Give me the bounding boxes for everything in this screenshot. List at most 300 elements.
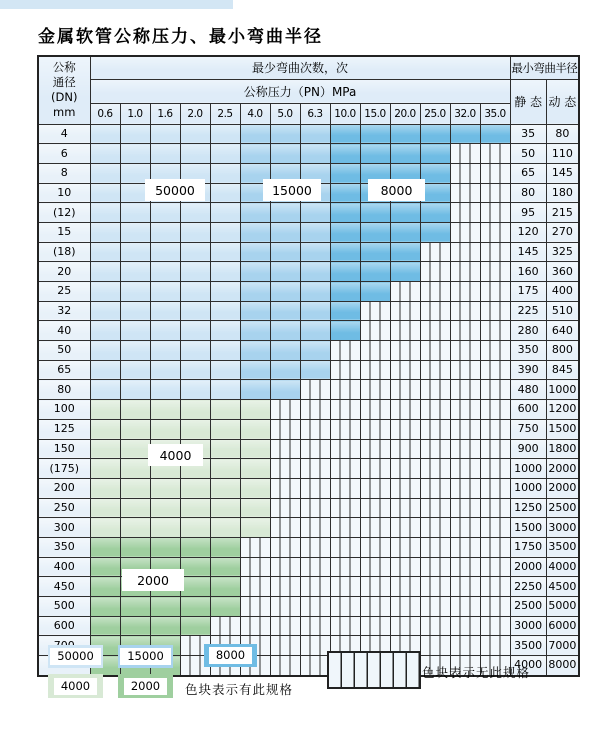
spec-cell <box>210 282 240 302</box>
no-spec-cell <box>450 380 480 400</box>
spec-cell <box>90 597 120 617</box>
static-radius-cell: 95 <box>510 203 546 223</box>
spec-cell <box>240 419 270 439</box>
legend-swatch-label: 4000 <box>54 678 97 695</box>
spec-cell <box>90 183 120 203</box>
dn-cell: 50 <box>38 341 90 361</box>
dn-header-line2: 通径 <box>52 75 76 90</box>
no-spec-cell <box>390 380 420 400</box>
no-spec-cell <box>420 242 450 262</box>
static-radius-cell: 1250 <box>510 498 546 518</box>
spec-cell <box>390 203 420 223</box>
static-radius-cell: 2000 <box>510 557 546 577</box>
spec-cell <box>240 144 270 164</box>
no-spec-cell <box>450 262 480 282</box>
no-spec-cell <box>300 597 330 617</box>
no-spec-cell <box>450 557 480 577</box>
spec-cell <box>90 380 120 400</box>
no-spec-cell <box>360 557 390 577</box>
no-spec-cell <box>420 301 450 321</box>
dn-cell: 20 <box>38 262 90 282</box>
no-spec-cell <box>480 144 510 164</box>
no-spec-cell <box>270 419 300 439</box>
spec-cell <box>210 203 240 223</box>
dn-header-line3: (DN) <box>51 90 78 105</box>
spec-cell <box>210 498 240 518</box>
spec-cell <box>450 124 480 144</box>
static-header: 静 态 <box>510 79 546 124</box>
no-spec-cell <box>480 597 510 617</box>
spec-cell <box>210 301 240 321</box>
region-cycles-label: 50000 <box>145 179 205 201</box>
spec-cell <box>180 537 210 557</box>
region-cycles-label: 2000 <box>122 569 184 591</box>
spec-cell <box>150 321 180 341</box>
static-radius-cell: 160 <box>510 262 546 282</box>
spec-cell <box>90 222 120 242</box>
spec-cell <box>240 439 270 459</box>
no-spec-cell <box>330 518 360 538</box>
spec-cell <box>120 439 150 459</box>
spec-cell <box>270 282 300 302</box>
no-spec-cell <box>420 262 450 282</box>
dynamic-radius-cell: 360 <box>546 262 579 282</box>
no-spec-cell <box>450 321 480 341</box>
spec-cell <box>210 222 240 242</box>
pressure-tick: 2.0 <box>180 103 210 124</box>
no-spec-cell <box>480 262 510 282</box>
spec-cell <box>210 439 240 459</box>
pressure-tick: 1.0 <box>120 103 150 124</box>
no-spec-cell <box>480 301 510 321</box>
pressure-header: 公称压力（PN）MPa <box>90 79 510 103</box>
no-spec-cell <box>480 242 510 262</box>
no-spec-cell <box>330 557 360 577</box>
no-spec-cell <box>480 400 510 420</box>
static-radius-cell: 2500 <box>510 597 546 617</box>
spec-cell <box>240 341 270 361</box>
spec-cell <box>120 478 150 498</box>
no-spec-cell <box>450 577 480 597</box>
no-spec-cell <box>270 459 300 479</box>
spec-cell <box>150 380 180 400</box>
spec-cell <box>300 321 330 341</box>
static-radius-cell: 390 <box>510 360 546 380</box>
pressure-tick: 25.0 <box>420 103 450 124</box>
spec-cell <box>360 222 390 242</box>
dynamic-radius-cell: 400 <box>546 282 579 302</box>
dn-cell: 600 <box>38 616 90 636</box>
dynamic-radius-cell: 1500 <box>546 419 579 439</box>
spec-cell <box>210 242 240 262</box>
spec-cell <box>330 203 360 223</box>
spec-cell <box>270 203 300 223</box>
spec-cell <box>150 360 180 380</box>
spec-cell <box>180 518 210 538</box>
dynamic-radius-cell: 800 <box>546 341 579 361</box>
static-radius-cell: 3000 <box>510 616 546 636</box>
spec-cell <box>150 203 180 223</box>
table-row <box>38 518 579 538</box>
spec-cell <box>360 144 390 164</box>
spec-cell <box>240 124 270 144</box>
no-spec-cell <box>270 478 300 498</box>
spec-cell <box>120 262 150 282</box>
legend-has-spec-text: 色块表示有此规格 <box>185 682 294 697</box>
static-radius-cell: 35 <box>510 124 546 144</box>
spec-cell <box>330 242 360 262</box>
table-row <box>38 577 579 597</box>
spec-cell <box>120 518 150 538</box>
no-spec-cell <box>420 321 450 341</box>
pressure-tick: 5.0 <box>270 103 300 124</box>
no-spec-cell <box>360 616 390 636</box>
no-spec-cell <box>330 498 360 518</box>
no-spec-cell <box>270 498 300 518</box>
spec-cell <box>210 380 240 400</box>
spec-cell <box>300 222 330 242</box>
table-row <box>38 419 579 439</box>
spec-cell <box>180 144 210 164</box>
table-row <box>38 439 579 459</box>
spec-cell <box>150 262 180 282</box>
no-spec-cell <box>450 400 480 420</box>
no-spec-cell <box>240 537 270 557</box>
spec-cell <box>120 301 150 321</box>
no-spec-cell <box>240 597 270 617</box>
no-spec-cell <box>390 597 420 617</box>
static-radius-cell: 1000 <box>510 478 546 498</box>
dynamic-radius-cell: 845 <box>546 360 579 380</box>
no-spec-cell <box>390 341 420 361</box>
spec-cell <box>240 222 270 242</box>
no-spec-cell <box>480 537 510 557</box>
no-spec-cell <box>270 577 300 597</box>
spec-cell <box>180 380 210 400</box>
spec-cell <box>270 262 300 282</box>
pressure-tick: 0.6 <box>90 103 120 124</box>
no-spec-cell <box>330 439 360 459</box>
static-radius-cell: 1500 <box>510 518 546 538</box>
no-spec-cell <box>450 537 480 557</box>
no-spec-cell <box>300 380 330 400</box>
no-spec-cell <box>480 419 510 439</box>
table-row <box>38 242 579 262</box>
legend-no-spec-swatch <box>327 651 421 689</box>
dn-cell: 25 <box>38 282 90 302</box>
spec-cell <box>240 282 270 302</box>
no-spec-cell <box>480 636 510 656</box>
static-radius-cell: 1750 <box>510 537 546 557</box>
static-radius-cell: 145 <box>510 242 546 262</box>
spec-cell <box>270 222 300 242</box>
bend-radius-header: 最小弯曲半径 <box>510 56 579 79</box>
spec-cell <box>210 183 240 203</box>
spec-cell <box>90 262 120 282</box>
no-spec-cell <box>210 616 240 636</box>
spec-cell <box>240 321 270 341</box>
no-spec-cell <box>450 636 480 656</box>
spec-cell <box>90 360 120 380</box>
table-row <box>38 301 579 321</box>
no-spec-cell <box>270 636 300 656</box>
no-spec-cell <box>480 282 510 302</box>
no-spec-cell <box>300 636 330 656</box>
spec-cell <box>180 242 210 262</box>
spec-cell <box>180 301 210 321</box>
no-spec-cell <box>300 439 330 459</box>
no-spec-cell <box>390 478 420 498</box>
spec-cell <box>150 282 180 302</box>
dn-cell: 200 <box>38 478 90 498</box>
spec-cell <box>420 203 450 223</box>
no-spec-cell <box>330 577 360 597</box>
no-spec-cell <box>450 616 480 636</box>
static-radius-cell: 3500 <box>510 636 546 656</box>
spec-cell <box>180 498 210 518</box>
no-spec-cell <box>330 400 360 420</box>
dn-cell: 400 <box>38 557 90 577</box>
no-spec-cell <box>300 419 330 439</box>
static-radius-cell: 280 <box>510 321 546 341</box>
spec-cell <box>240 242 270 262</box>
spec-cell <box>180 557 210 577</box>
spec-cell <box>270 124 300 144</box>
spec-cell <box>300 144 330 164</box>
no-spec-cell <box>330 459 360 479</box>
dynamic-radius-cell: 5000 <box>546 597 579 617</box>
spec-cell <box>90 282 120 302</box>
spec-cell <box>120 144 150 164</box>
spec-cell <box>150 419 180 439</box>
spec-cell <box>210 360 240 380</box>
spec-cell <box>240 262 270 282</box>
spec-cell <box>270 144 300 164</box>
no-spec-cell <box>270 597 300 617</box>
pressure-tick: 35.0 <box>480 103 510 124</box>
no-spec-cell <box>360 537 390 557</box>
no-spec-cell <box>480 478 510 498</box>
no-spec-cell <box>420 498 450 518</box>
table-row <box>38 321 579 341</box>
spec-cell <box>120 124 150 144</box>
spec-cell <box>180 360 210 380</box>
table-row <box>38 459 579 479</box>
table-row <box>38 222 579 242</box>
spec-cell <box>210 262 240 282</box>
no-spec-cell <box>360 518 390 538</box>
no-spec-cell <box>240 577 270 597</box>
pressure-tick: 1.6 <box>150 103 180 124</box>
spec-cell <box>210 577 240 597</box>
no-spec-cell <box>420 400 450 420</box>
spec-cell <box>90 577 120 597</box>
static-radius-cell: 480 <box>510 380 546 400</box>
spec-cell <box>210 321 240 341</box>
no-spec-cell <box>300 518 330 538</box>
dn-cell: 300 <box>38 518 90 538</box>
no-spec-cell <box>420 380 450 400</box>
dn-cell: 350 <box>38 537 90 557</box>
dn-cell: 500 <box>38 597 90 617</box>
no-spec-cell <box>480 360 510 380</box>
no-spec-cell <box>300 400 330 420</box>
spec-cell <box>240 360 270 380</box>
spec-cell <box>180 419 210 439</box>
spec-cell <box>210 163 240 183</box>
spec-cell <box>300 360 330 380</box>
no-spec-cell <box>420 459 450 479</box>
no-spec-cell <box>330 380 360 400</box>
spec-cell <box>390 242 420 262</box>
no-spec-cell <box>450 360 480 380</box>
no-spec-cell <box>420 636 450 656</box>
no-spec-cell <box>360 439 390 459</box>
spec-cell <box>180 282 210 302</box>
spec-cell <box>180 203 210 223</box>
spec-cell <box>330 183 360 203</box>
spec-cell <box>120 419 150 439</box>
no-spec-cell <box>480 518 510 538</box>
spec-cell <box>270 321 300 341</box>
spec-cell <box>210 144 240 164</box>
dn-cell: 65 <box>38 360 90 380</box>
spec-cell <box>270 341 300 361</box>
no-spec-cell <box>240 557 270 577</box>
no-spec-cell <box>390 360 420 380</box>
spec-cell <box>210 597 240 617</box>
page-title: 金属软管公称压力、最小弯曲半径 <box>38 27 323 47</box>
static-radius-cell: 225 <box>510 301 546 321</box>
spec-cell <box>150 124 180 144</box>
no-spec-cell <box>420 439 450 459</box>
no-spec-cell <box>420 341 450 361</box>
no-spec-cell <box>480 616 510 636</box>
spec-cell <box>90 203 120 223</box>
spec-cell <box>300 282 330 302</box>
spec-cell <box>90 478 120 498</box>
spec-cell <box>150 341 180 361</box>
no-spec-cell <box>270 537 300 557</box>
dynamic-radius-cell: 270 <box>546 222 579 242</box>
legend-swatch-label: 50000 <box>50 648 101 665</box>
spec-cell <box>390 222 420 242</box>
table-row <box>38 380 579 400</box>
no-spec-cell <box>390 616 420 636</box>
no-spec-cell <box>450 144 480 164</box>
legend-swatch <box>118 674 173 698</box>
spec-cell <box>90 341 120 361</box>
no-spec-cell <box>450 341 480 361</box>
no-spec-cell <box>480 557 510 577</box>
no-spec-cell <box>420 518 450 538</box>
dn-cell: 32 <box>38 301 90 321</box>
dn-header <box>38 56 90 124</box>
spec-cell <box>300 301 330 321</box>
pressure-tick: 32.0 <box>450 103 480 124</box>
no-spec-cell <box>330 478 360 498</box>
no-spec-cell <box>390 498 420 518</box>
spec-cell <box>90 439 120 459</box>
dn-cell: 150 <box>38 439 90 459</box>
spec-cell <box>120 321 150 341</box>
no-spec-cell <box>330 419 360 439</box>
spec-cell <box>120 459 150 479</box>
no-spec-cell <box>420 597 450 617</box>
static-radius-cell: 80 <box>510 183 546 203</box>
dynamic-radius-cell: 2000 <box>546 478 579 498</box>
dynamic-radius-cell: 110 <box>546 144 579 164</box>
table-row <box>38 341 579 361</box>
dn-header-line1: 公称 <box>52 60 76 75</box>
spec-cell <box>150 400 180 420</box>
no-spec-cell <box>270 439 300 459</box>
no-spec-cell <box>450 183 480 203</box>
spec-cell <box>120 242 150 262</box>
spec-table <box>37 55 580 677</box>
no-spec-cell <box>300 616 330 636</box>
no-spec-cell <box>390 301 420 321</box>
spec-cell <box>300 262 330 282</box>
static-radius-cell: 50 <box>510 144 546 164</box>
no-spec-cell <box>360 478 390 498</box>
static-radius-cell: 750 <box>510 419 546 439</box>
spec-cell <box>210 518 240 538</box>
dn-cell: 40 <box>38 321 90 341</box>
dynamic-radius-cell: 1000 <box>546 380 579 400</box>
no-spec-cell <box>450 419 480 439</box>
bend-cycles-header: 最少弯曲次数，次 <box>90 56 510 79</box>
dn-cell: 100 <box>38 400 90 420</box>
static-radius-cell: 350 <box>510 341 546 361</box>
no-spec-cell <box>390 282 420 302</box>
legend-swatch-label: 8000 <box>209 647 252 664</box>
spec-cell <box>330 163 360 183</box>
table-row <box>38 262 579 282</box>
static-radius-cell: 120 <box>510 222 546 242</box>
spec-cell <box>330 282 360 302</box>
legend-swatch <box>48 645 103 668</box>
no-spec-cell <box>270 400 300 420</box>
no-spec-cell <box>360 597 390 617</box>
legend-swatch <box>204 644 257 667</box>
static-radius-cell: 4000 <box>510 656 546 676</box>
spec-cell <box>150 144 180 164</box>
spec-cell <box>180 400 210 420</box>
no-spec-cell <box>450 439 480 459</box>
dynamic-radius-cell: 180 <box>546 183 579 203</box>
spec-cell <box>270 301 300 321</box>
spec-cell <box>420 222 450 242</box>
dynamic-radius-cell: 8000 <box>546 656 579 676</box>
no-spec-cell <box>300 577 330 597</box>
no-spec-cell <box>390 518 420 538</box>
dn-header-line4: mm <box>53 105 76 120</box>
spec-cell <box>330 144 360 164</box>
no-spec-cell <box>420 616 450 636</box>
spec-cell <box>120 616 150 636</box>
spec-cell <box>90 518 120 538</box>
spec-cell <box>120 537 150 557</box>
spec-cell <box>150 242 180 262</box>
spec-cell <box>270 242 300 262</box>
spec-cell <box>180 262 210 282</box>
dynamic-radius-cell: 1800 <box>546 439 579 459</box>
no-spec-cell <box>270 616 300 636</box>
static-radius-cell: 600 <box>510 400 546 420</box>
spec-cell <box>180 478 210 498</box>
spec-cell <box>420 124 450 144</box>
